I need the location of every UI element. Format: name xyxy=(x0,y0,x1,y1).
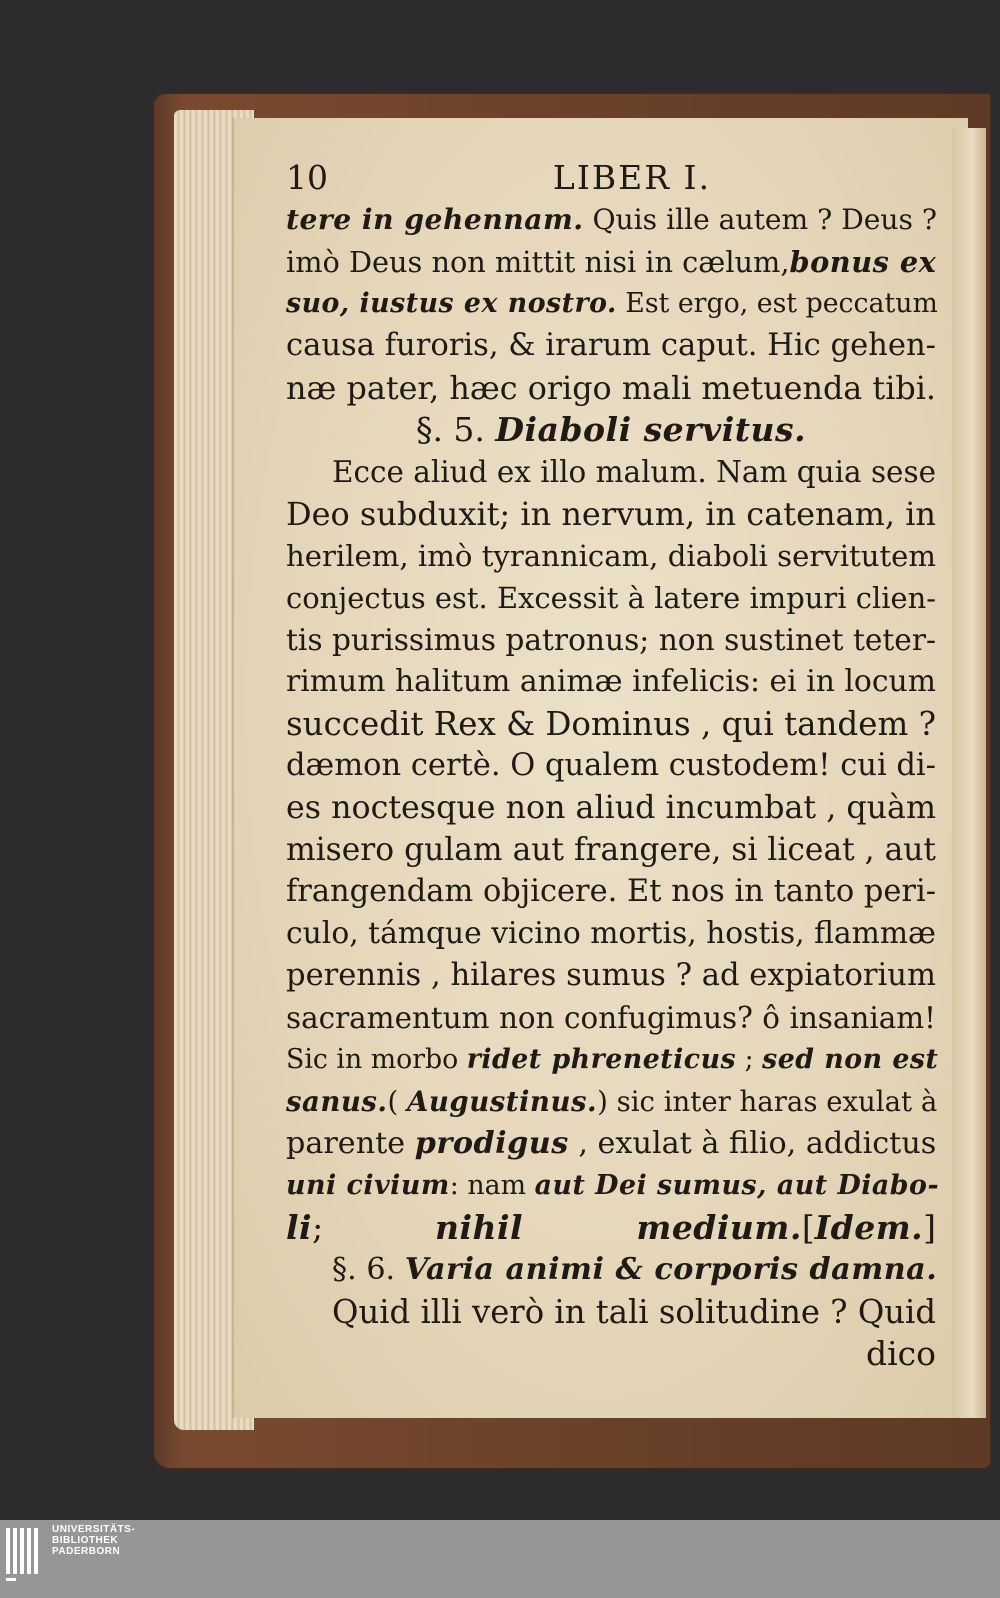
text-span: [ xyxy=(801,1208,815,1247)
text-line xyxy=(286,409,936,451)
text-span: rimum halitum animæ infelicis: ei in locum xyxy=(286,664,936,699)
page-text xyxy=(286,157,940,1375)
text-line xyxy=(286,1291,936,1333)
italic-text: bonus ex xyxy=(789,245,937,279)
text-span: §. 5. xyxy=(415,410,496,449)
text-span: Quis ille autem ? Deus ? xyxy=(583,203,938,236)
text-line xyxy=(286,493,936,535)
text-span: conjectus est. Excessit à latere impuri clien- xyxy=(286,581,936,615)
italic-text: sed non est xyxy=(762,1044,939,1075)
text-line xyxy=(286,1165,940,1207)
text-span: §. 6. xyxy=(332,1252,405,1287)
italic-text: nihil medium. xyxy=(435,1208,802,1247)
text-span: Est ergo, est peccatum xyxy=(616,288,938,319)
text-line xyxy=(286,1123,936,1165)
text-line xyxy=(286,367,936,409)
logo-line: BIBLIOTHEK xyxy=(52,1535,119,1546)
running-head xyxy=(286,157,936,199)
text-span: misero gulam aut frangere, si liceat , aut xyxy=(286,832,936,868)
text-span: causa furoris, & irarum caput. Hic gehen- xyxy=(286,328,936,363)
text-span: perennis , hilares sumus ? ad expiatorium xyxy=(286,958,936,993)
text-span: dæmon certè. O qualem custodem! cui di- xyxy=(286,748,936,783)
text-span: Ecce aliud ex illo malum. Nam quia sese xyxy=(332,455,936,489)
text-line xyxy=(286,1039,939,1081)
italic-text: uni civium xyxy=(286,1170,450,1201)
text-line xyxy=(286,1249,936,1291)
text-span: ; xyxy=(312,1208,435,1247)
text-span: dico xyxy=(865,1334,936,1373)
text-line xyxy=(286,703,936,745)
text-span: es noctesque non aliud incumbat , quàm xyxy=(286,790,936,826)
text-span: tis purissimus patronus; non sustinet teter- xyxy=(286,622,936,657)
text-span: culo, támque vicino mortis, hostis, flammæ xyxy=(286,916,936,951)
italic-text: tere in gehennam. xyxy=(286,203,584,236)
italic-text: Idem. xyxy=(814,1208,924,1247)
text-span: ) sic inter haras exulat à xyxy=(597,1086,938,1118)
text-line xyxy=(286,451,936,493)
text-span: ( xyxy=(387,1086,408,1118)
text-span: ; xyxy=(736,1044,763,1075)
text-span: Sic in morbo xyxy=(286,1044,467,1075)
text-line xyxy=(286,745,936,787)
text-span: Quid illi verò in tali solitudine ? Quid xyxy=(332,1293,936,1331)
italic-text: Augustinus. xyxy=(407,1086,598,1118)
text-line xyxy=(286,913,936,955)
text-span: Deo subduxit; in nervum, in catenam, in xyxy=(286,495,936,533)
text-span: sacramentum non confugimus? ô insaniam! xyxy=(286,1001,936,1035)
italic-text: li xyxy=(286,1208,313,1247)
italic-text: aut Dei sumus, aut Diabo- xyxy=(534,1170,940,1201)
text-span: succedit Rex & Dominus , qui tandem ? xyxy=(286,705,936,743)
text-span: frangendam objicere. Et nos in tanto peri- xyxy=(286,874,936,909)
library-logo-text xyxy=(52,1524,135,1557)
italic-text: Diaboli servitus. xyxy=(495,410,807,449)
text-line xyxy=(286,619,936,661)
italic-text: suo, iustus ex nostro. xyxy=(286,288,617,319)
text-lines xyxy=(286,199,940,1375)
text-line xyxy=(286,199,936,241)
text-line xyxy=(286,1081,936,1123)
text-line xyxy=(286,241,936,283)
page-number: 10 xyxy=(286,158,328,197)
text-line xyxy=(286,787,936,829)
text-span: parente xyxy=(286,1126,415,1161)
text-span: ] xyxy=(923,1208,936,1247)
italic-text: prodigus xyxy=(414,1126,569,1161)
text-span: imò Deus non mittit nisi in cælum, xyxy=(286,245,790,279)
facing-page-edge xyxy=(952,128,986,1418)
text-line xyxy=(286,955,936,997)
text-line xyxy=(286,325,936,367)
text-span: , exulat à filio, addictus xyxy=(568,1126,937,1161)
footer-bar xyxy=(0,1520,1000,1598)
library-bars-icon xyxy=(4,1528,44,1588)
text-line xyxy=(286,1207,936,1249)
logo-line: PADERBORN xyxy=(52,1546,121,1557)
text-line xyxy=(286,535,936,577)
italic-text: sanus. xyxy=(286,1086,388,1118)
logo-line: UNIVERSITÄTS- xyxy=(52,1524,136,1535)
text-line xyxy=(286,997,936,1039)
text-line xyxy=(286,1333,936,1375)
text-line xyxy=(286,661,936,703)
text-line xyxy=(286,283,936,325)
text-line xyxy=(286,577,936,619)
text-span: herilem, imò tyrannicam, diaboli servitutem xyxy=(286,539,936,573)
text-span: : nam xyxy=(449,1170,535,1201)
italic-text: ridet phreneticus xyxy=(466,1044,737,1075)
chapter-title: LIBER I. xyxy=(552,158,712,197)
text-line xyxy=(286,829,936,871)
text-line xyxy=(286,871,936,913)
italic-text: Varia animi & corporis damna. xyxy=(404,1252,938,1287)
text-span: næ pater, hæc origo mali metuenda tibi. xyxy=(286,369,936,407)
